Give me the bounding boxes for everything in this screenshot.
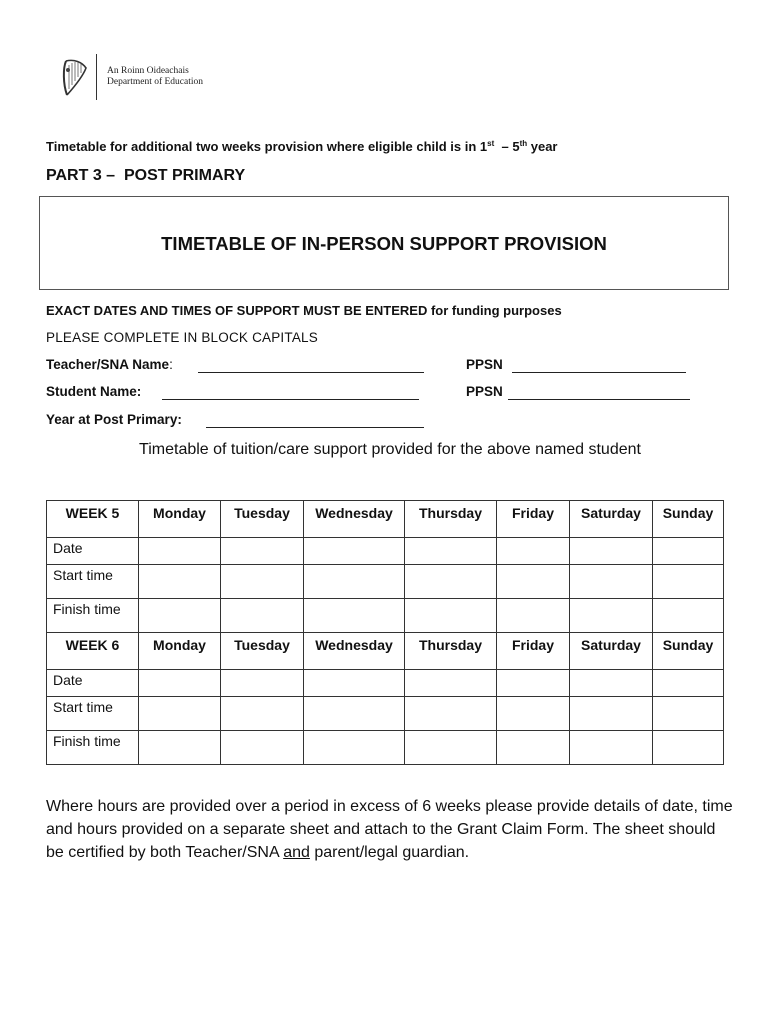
student-name-field: Student Name: <box>46 384 142 399</box>
logo-line-irish: An Roinn Oideachais <box>107 66 189 76</box>
entry-cell-monday[interactable] <box>139 731 221 765</box>
student-name-input[interactable] <box>162 386 419 400</box>
exact-dates-note: EXACT DATES AND TIMES OF SUPPORT MUST BE ENTERED for funding purposes <box>46 303 562 318</box>
table-row <box>47 599 724 633</box>
entry-cell-thursday[interactable] <box>405 599 497 633</box>
intro-part-b: – 5 <box>494 139 520 154</box>
table-row <box>47 538 724 565</box>
intro-sup-st: st <box>487 139 495 148</box>
entry-cell-saturday[interactable] <box>570 731 653 765</box>
week-header-row <box>47 501 724 538</box>
intro-part-a: Timetable for additional two weeks provision where eligible child is in 1 <box>46 139 488 154</box>
logo-line-english: Department of Education <box>107 77 204 87</box>
entry-cell-monday[interactable] <box>139 697 221 731</box>
part-heading: PART 3 – POST PRIMARY <box>46 167 246 184</box>
day-header-sunday: Sunday <box>653 633 724 670</box>
week-header-row <box>47 633 724 670</box>
entry-cell-wednesday[interactable] <box>304 538 405 565</box>
day-header-monday: Monday <box>139 501 221 538</box>
entry-cell-wednesday[interactable] <box>304 670 405 697</box>
ppsn-field-2: PPSN <box>466 384 503 399</box>
ppsn-input-2[interactable] <box>508 386 690 400</box>
day-header-wednesday: Wednesday <box>304 633 405 670</box>
teacher-name-colon: : <box>169 357 177 372</box>
day-header-friday: Friday <box>497 501 570 538</box>
table-row <box>47 670 724 697</box>
entry-cell-sunday[interactable] <box>653 697 724 731</box>
day-header-tuesday: Tuesday <box>221 501 304 538</box>
entry-cell-saturday[interactable] <box>570 565 653 599</box>
entry-cell-sunday[interactable] <box>653 565 724 599</box>
entry-cell-sunday[interactable] <box>653 670 724 697</box>
entry-cell-friday[interactable] <box>497 670 570 697</box>
day-header-thursday: Thursday <box>405 633 497 670</box>
entry-cell-wednesday[interactable] <box>304 697 405 731</box>
row-label: Date <box>47 538 139 565</box>
intro-sup-th: th <box>519 139 528 148</box>
entry-cell-saturday[interactable] <box>570 670 653 697</box>
logo-divider <box>96 54 97 100</box>
timetable-subtitle: Timetable of tuition/care support provided for the above named student <box>139 441 641 458</box>
year-field: Year at Post Primary: <box>46 412 182 427</box>
day-header-saturday: Saturday <box>570 633 653 670</box>
entry-cell-friday[interactable] <box>497 599 570 633</box>
department-logo <box>58 54 228 104</box>
ppsn-input-1[interactable] <box>512 359 686 373</box>
footer-text-b: parent/legal guardian. <box>309 844 470 861</box>
entry-cell-sunday[interactable] <box>653 731 724 765</box>
day-header-monday: Monday <box>139 633 221 670</box>
day-header-saturday: Saturday <box>570 501 653 538</box>
entry-cell-tuesday[interactable] <box>221 697 304 731</box>
teacher-name-label: Teacher/SNA Name <box>46 357 170 372</box>
teacher-name-input[interactable] <box>198 359 424 373</box>
row-label: Finish time <box>47 731 139 765</box>
intro-part-c: year <box>527 139 558 154</box>
day-header-friday: Friday <box>497 633 570 670</box>
entry-cell-saturday[interactable] <box>570 697 653 731</box>
footer-text-a: Where hours are provided over a period in excess of 6 weeks please provide details of date, time and hours provided on a separate sheet and attach to the Grant Claim Form. The sheet should be certified by both Teacher/SNA <box>46 798 733 861</box>
day-header-sunday: Sunday <box>653 501 724 538</box>
table-row <box>47 731 724 765</box>
entry-cell-friday[interactable] <box>497 731 570 765</box>
row-label: Date <box>47 670 139 697</box>
entry-cell-wednesday[interactable] <box>304 731 405 765</box>
entry-cell-tuesday[interactable] <box>221 538 304 565</box>
row-label: Finish time <box>47 599 139 633</box>
entry-cell-thursday[interactable] <box>405 565 497 599</box>
entry-cell-wednesday[interactable] <box>304 565 405 599</box>
entry-cell-thursday[interactable] <box>405 670 497 697</box>
entry-cell-tuesday[interactable] <box>221 565 304 599</box>
timetable <box>46 500 724 765</box>
day-header-wednesday: Wednesday <box>304 501 405 538</box>
entry-cell-wednesday[interactable] <box>304 599 405 633</box>
logo-text <box>107 66 203 88</box>
entry-cell-friday[interactable] <box>497 565 570 599</box>
entry-cell-monday[interactable] <box>139 599 221 633</box>
table-row <box>47 565 724 599</box>
year-input[interactable] <box>206 414 424 428</box>
entry-cell-friday[interactable] <box>497 697 570 731</box>
entry-cell-tuesday[interactable] <box>221 731 304 765</box>
page-title: TIMETABLE OF IN-PERSON SUPPORT PROVISION <box>161 233 607 254</box>
ppsn-field-1: PPSN <box>466 357 503 372</box>
entry-cell-monday[interactable] <box>139 565 221 599</box>
footer-underlined: and <box>283 844 310 861</box>
intro-text <box>46 139 558 154</box>
teacher-name-field <box>46 357 177 372</box>
harp-icon <box>60 58 90 98</box>
footer-note <box>46 795 736 864</box>
day-header-thursday: Thursday <box>405 501 497 538</box>
block-capitals-note: PLEASE COMPLETE IN BLOCK CAPITALS <box>46 330 318 345</box>
entry-cell-sunday[interactable] <box>653 538 724 565</box>
entry-cell-thursday[interactable] <box>405 697 497 731</box>
entry-cell-friday[interactable] <box>497 538 570 565</box>
entry-cell-saturday[interactable] <box>570 538 653 565</box>
title-box <box>39 196 729 290</box>
entry-cell-sunday[interactable] <box>653 599 724 633</box>
day-header-tuesday: Tuesday <box>221 633 304 670</box>
table-row <box>47 697 724 731</box>
entry-cell-thursday[interactable] <box>405 538 497 565</box>
row-label: Start time <box>47 565 139 599</box>
entry-cell-tuesday[interactable] <box>221 599 304 633</box>
entry-cell-thursday[interactable] <box>405 731 497 765</box>
entry-cell-tuesday[interactable] <box>221 670 304 697</box>
week-label: WEEK 6 <box>47 633 139 670</box>
entry-cell-saturday[interactable] <box>570 599 653 633</box>
row-label: Start time <box>47 697 139 731</box>
entry-cell-monday[interactable] <box>139 538 221 565</box>
week-label: WEEK 5 <box>47 501 139 538</box>
entry-cell-monday[interactable] <box>139 670 221 697</box>
